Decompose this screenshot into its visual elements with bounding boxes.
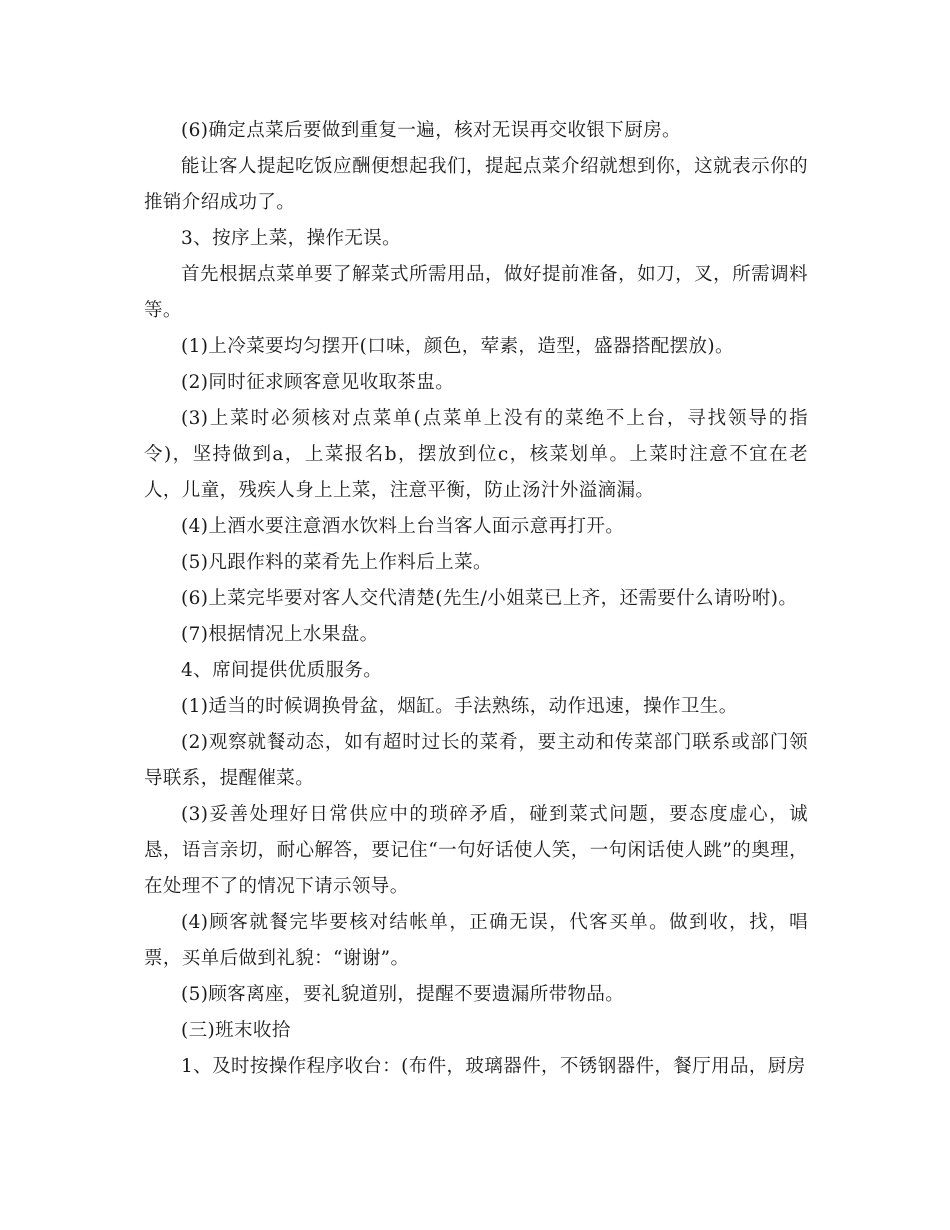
paragraph-sales-success: 能让客人提起吃饭应酬便想起我们，提起点菜介绍就想到你，这就表示你的推销介绍成功了。 <box>144 156 808 213</box>
section-heading-serve-order: 3、按序上菜，操作无误。 <box>181 228 402 249</box>
list-item-handle-conflicts: (3)妥善处理好日常供应中的琐碎矛盾，碰到菜式问题，要态度虚心，诚恳，语言亲切，耐心解答，要记住“一句好话使人笑，一句闲话使人跳”的奥理，在处理不了的情况下请示领导。 <box>144 804 808 897</box>
paragraph-clear-table: 1、及时按操作程序收台：(布件，玻璃器件，不锈钢器件，餐厅用品，厨房 <box>181 1056 806 1077</box>
list-item-observe-dining: (2)观察就餐动态，如有超时过长的菜肴，要主动和传菜部门联系或部门领导联系，提醒催菜。 <box>144 732 808 789</box>
list-item-checkout: (4)顾客就餐完毕要核对结帐单，正确无误，代客买单。做到收，找，唱票，买单后做到礼貌：“谢谢”。 <box>144 912 808 969</box>
list-item-farewell: (5)顾客离座，要礼貌道别，提醒不要遗漏所带物品。 <box>181 984 625 1005</box>
paragraph-prepare-utensils: 首先根据点菜单要了解菜式所需用品，做好提前准备，如刀，叉，所需调料等。 <box>144 264 808 321</box>
list-item-collect-teacups: (2)同时征求顾客意见收取茶盅。 <box>181 372 455 393</box>
document-body <box>144 113 808 1085</box>
list-item-fruit-plate: (7)根据情况上水果盘。 <box>181 624 379 645</box>
paragraph-confirm-order: (6)确定点菜后要做到重复一遍，核对无误再交收银下厨房。 <box>181 120 681 141</box>
section-heading-closing-cleanup: (三)班末收拾 <box>181 1020 291 1041</box>
list-item-condiments: (5)凡跟作料的菜肴先上作料后上菜。 <box>181 552 492 573</box>
list-item-check-order: (3)上菜时必须核对点菜单(点菜单上没有的菜绝不上台，寻找领导的指令)，坚持做到a，上菜报名b，摆放到位c，核菜划单。上菜时注意不宜在老人，儿童，残疾人身上上菜，注意平衡，防止汤汁外溢滴漏。 <box>144 408 808 501</box>
list-item-inform-guests: (6)上菜完毕要对客人交代清楚(先生/小姐菜已上齐，还需要什么请吩咐)。 <box>181 588 798 609</box>
section-heading-quality-service: 4、席间提供优质服务。 <box>181 660 383 681</box>
list-item-cold-dishes: (1)上冷菜要均匀摆开(口味，颜色，荤素，造型，盛器搭配摆放)。 <box>181 336 734 357</box>
list-item-beverages: (4)上酒水要注意酒水饮料上台当客人面示意再打开。 <box>181 516 625 537</box>
list-item-change-plates: (1)适当的时候调换骨盆，烟缸。手法熟练，动作迅速，操作卫生。 <box>181 696 738 717</box>
